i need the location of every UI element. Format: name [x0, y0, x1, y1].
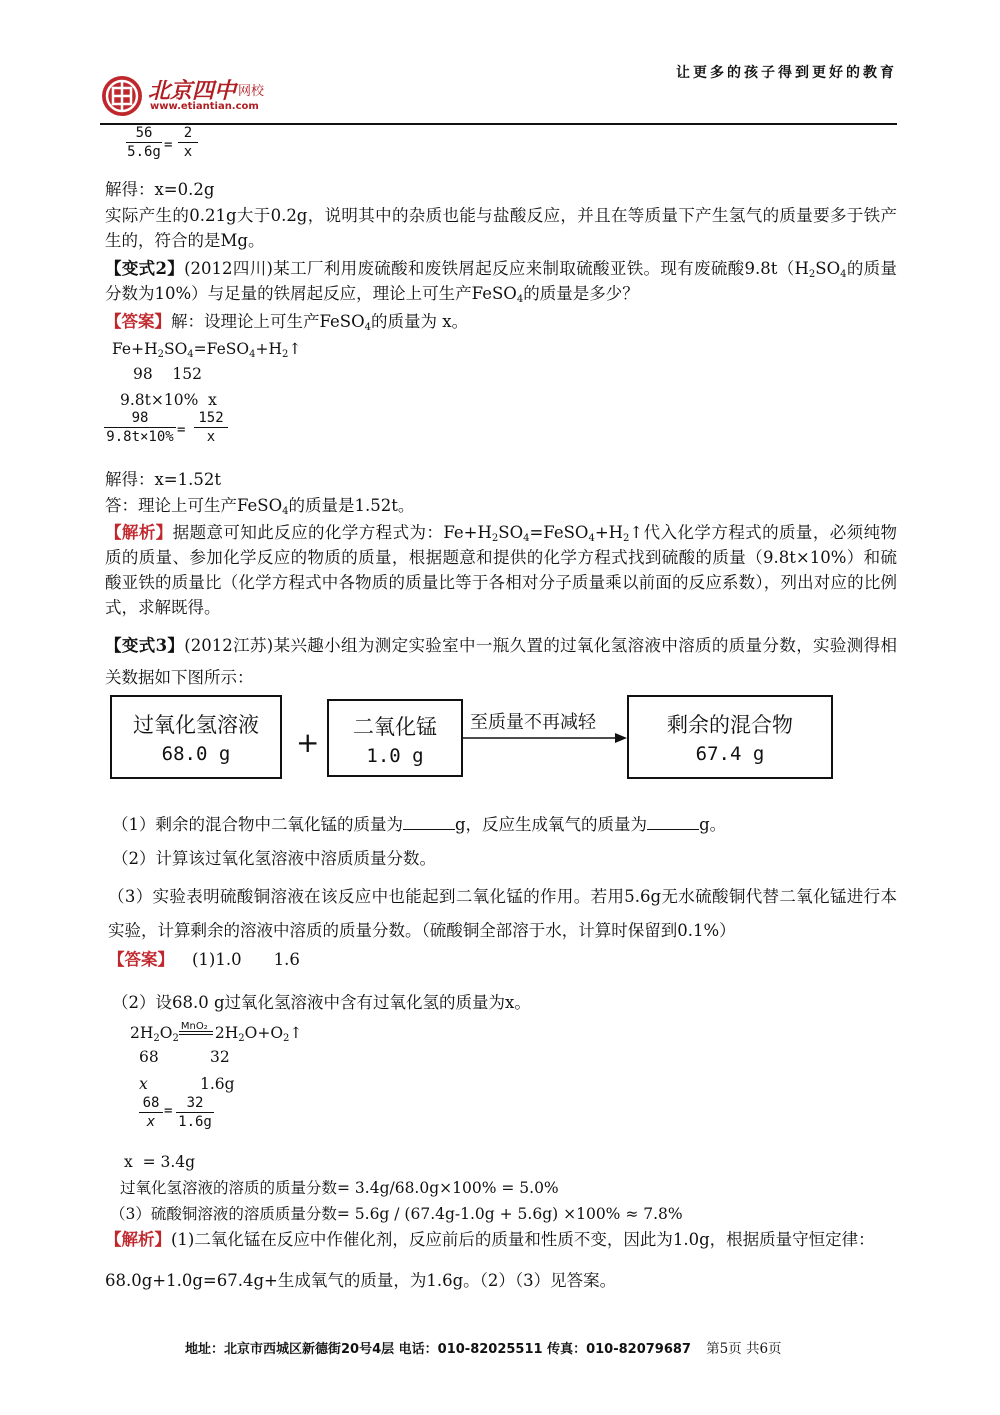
- fraction-3-equals: =: [164, 1103, 173, 1119]
- mass-x: x: [139, 1075, 148, 1093]
- fraction-right: $\frac{2}{x}$: [178, 124, 198, 161]
- fraction-2-right: $\frac{152}{x}$: [194, 409, 228, 446]
- answer-2-intro: 【答案】解：设理论上可生产FeSO$_4$的质量为 x。: [105, 312, 469, 333]
- logo-url: www.etiantian.com: [150, 101, 259, 112]
- explanation-3-line-2: 68.0g+1.0g=67.4g+生成氧气的质量，为1.6g。（2）（3）见答案。: [105, 1271, 617, 1290]
- result-cuso4-fraction: （3）硫酸铜溶液的溶质质量分数= 5.6g / (67.4g-1.0g + 5.6g) ×100% ≈ 7.8%: [110, 1205, 683, 1223]
- logo-emblem-icon: [100, 74, 144, 118]
- explanation-3-line-1: 【解析】(1)二氧化锰在反应中作催化剂，反应前后的质量和性质不变，因此为1.0g，根据质量守恒定律：: [105, 1230, 875, 1249]
- fraction-2-left: $\frac{98}{9.8t\times 10\%}$: [104, 409, 176, 446]
- mass-1-6g: 1.6g: [200, 1075, 235, 1093]
- paragraph-mg: 实际产生的0.21g大于0.2g，说明其中的杂质也能与盐酸反应，并且在等质量下产生氢气的质量要多于铁产生的，符合的是Mg。: [105, 206, 897, 250]
- solve-line-1: 解得：x=0.2g: [105, 180, 215, 199]
- header: [100, 60, 897, 126]
- blank-1: [403, 815, 455, 830]
- catalyst-label: MnO₂: [180, 1021, 208, 1032]
- equation-3: $2H_2O_2$ MnO₂ $2H_2O+O_2↑$: [130, 1023, 302, 1043]
- equation-1: $Fe+H_2SO_4=FeSO_4+H_2↑$: [112, 340, 302, 360]
- header-slogan: 让更多的孩子得到更好的教育: [676, 65, 897, 81]
- box-manganese-dioxide: 二氧化锰 1.0 g: [327, 699, 463, 777]
- footer-page: 第5页 共6页: [706, 1341, 782, 1357]
- question-2: （2）计算该过氧化氢溶液中溶质质量分数。: [112, 849, 436, 868]
- solve-line-2: 解得：x=1.52t: [105, 470, 221, 489]
- blank-2: [647, 815, 699, 830]
- fraction-equals: =: [164, 137, 173, 153]
- footer: [185, 1337, 825, 1357]
- reaction-arrow-icon: [461, 728, 627, 748]
- fraction-2-equals: =: [177, 422, 186, 438]
- answer-3-part-1: 【答案】 (1)1.0 1.6: [108, 950, 300, 969]
- mass-ratio-line: 98 152: [133, 365, 203, 383]
- result-h2o2-fraction: 过氧化氢溶液的溶质的质量分数= 3.4g/68.0g×100% = 5.0%: [120, 1179, 559, 1197]
- plus-sign: +: [296, 726, 320, 759]
- variant-2-question: 【变式2】(2012四川)某工厂利用废硫酸和废铁屑起反应来制取硫酸亚铁。现有废硫酸$9.8t(H_2SO_4$的质量分数为10%）与足量的铁屑起反应，理论上可生产FeSO$_4$的质量是多少？: [105, 259, 897, 305]
- fraction-left: $\frac{56}{5.6g}$: [127, 125, 161, 160]
- question-3: （3）实验表明硫酸铜溶液在该反应中也能起到二氧化锰的作用。若用5.6g无水硫酸铜代替二氧化锰进行本实验，计算剩余的溶液中溶质的质量分数。（硫酸铜全部溶于水，计算时保留到0.1%）: [108, 887, 897, 940]
- header-rule: [100, 123, 897, 125]
- logo-sub: 网校: [238, 84, 265, 99]
- fraction-3-right: $\frac{32}{1.6g}$: [176, 1094, 214, 1131]
- variant-3-question: 【变式3】(2012江苏)某兴趣小组为测定实验室中一瓶久置的过氧化氢溶液中溶质的质量分数，实验测得相关数据如下图所示：: [105, 636, 897, 687]
- logo: [100, 74, 300, 118]
- mass-value-line: 9.8t×10% x: [120, 391, 217, 409]
- arrow-label: 至质量不再减轻: [470, 712, 596, 733]
- box-hydrogen-peroxide: 过氧化氢溶液 68.0 g: [110, 695, 282, 779]
- fraction-3-left: $\frac{68}{x}$: [139, 1094, 163, 1131]
- box-remaining-mixture: 剩余的混合物 67.4 g: [627, 695, 833, 779]
- mass-68: 68: [139, 1048, 159, 1066]
- result-x: x = 3.4g: [124, 1153, 196, 1171]
- answer-2-conclusion: 答：理论上可生产FeSO$_4$的质量是1.52t。: [105, 496, 415, 517]
- logo-text: 北京四中: [148, 78, 237, 104]
- explanation-2: 【解析】据题意可知此反应的化学方程式为：$Fe+H_2SO_4=FeSO_4+H_2↑$代入化学方程式的质量，必须纯物质的质量、参加化学反应的物质的质量，根据题意和提供的化学方程式找到硫酸的质量（9.8t×10%）和硫酸亚铁的质量比（化学方程式中各物质的质量比等于各相对分子质量乘以前面的反应系数），列出对应的比例式，求解既得。: [105, 523, 898, 617]
- footer-address: 地址：北京市西城区新德街20号4层 电话：010-82025511 传真：010-82079687: [185, 1342, 691, 1357]
- question-1: （1）剩余的混合物中二氧化锰的质量为 g，反应生成氧气的质量为 g。: [112, 815, 727, 834]
- answer-3-part-2: （2）设68.0 g过氧化氢溶液中含有过氧化氢的质量为x。: [112, 993, 531, 1012]
- mass-32: 32: [210, 1048, 230, 1066]
